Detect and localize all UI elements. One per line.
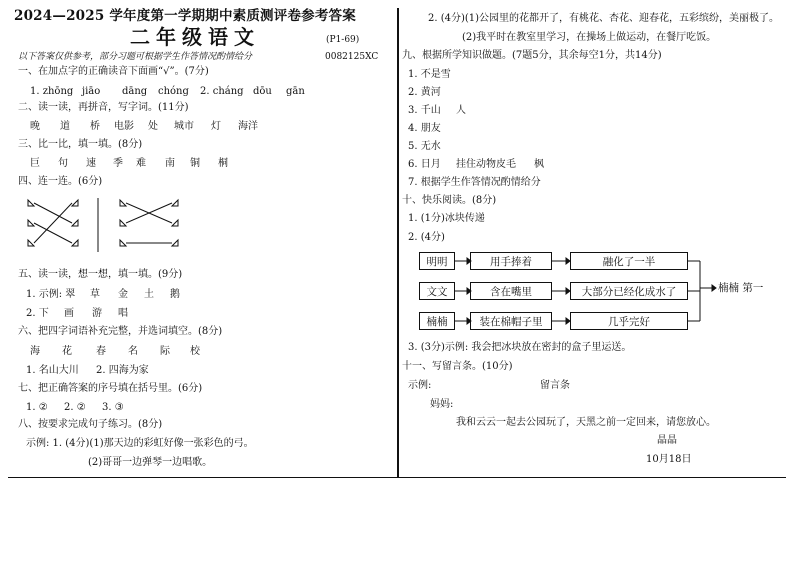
q11-sign: 晶晶 — [657, 435, 677, 446]
q2-answer-8: 海洋 — [238, 121, 258, 132]
q7-answer-3: 3. ③ — [102, 402, 124, 413]
q3-answer-4: 季 — [113, 158, 123, 169]
q2-answer-7: 灯 — [211, 121, 221, 132]
q7-answer-2: 2. ② — [64, 402, 86, 413]
q1-answer-1: 1. zhōng — [30, 86, 74, 97]
q3-answer-1: 巨 — [30, 158, 40, 169]
q1-answer-6: dōu — [253, 86, 272, 97]
q11-greeting: 妈妈: — [430, 399, 454, 410]
answer-note: 以下答案仅供参考，部分习题可根据学生作答情况酌情给分 — [18, 52, 253, 62]
diagram-result-3: 几乎完好 — [570, 312, 688, 330]
column-divider — [397, 8, 399, 478]
q6-answer-4: 名 — [128, 346, 138, 357]
q5-line2-1: 2. 下 — [26, 308, 49, 319]
diagram-name-1: 明明 — [419, 252, 455, 270]
bottom-rule — [8, 477, 786, 478]
q7-answer-1: 1. ② — [26, 402, 48, 413]
q9-item-4: 4. 朋友 — [408, 123, 441, 134]
q1-answer-5: 2. cháng — [200, 86, 244, 97]
q11-body: 我和云云一起去公园玩了，天黑之前一定回来，请您放心。 — [456, 417, 716, 428]
q3-answer-3: 速 — [86, 158, 96, 169]
q5-line1-5: 鹅 — [170, 289, 180, 300]
q6-answer-1: 海 — [30, 346, 40, 357]
q5-line2-2: 画 — [64, 308, 74, 319]
q11-example: 示例: — [408, 380, 432, 391]
sheet-title: 2024—2025 学年度第一学期期中素质测评卷参考答案 — [14, 8, 356, 24]
q1-title: 一、在加点字的正确读音下面画“√”。(7分) — [18, 66, 209, 77]
q6-line2-2: 2. 四海为家 — [96, 365, 149, 376]
diagram-name-2: 文文 — [419, 282, 455, 300]
q4-title: 四、连一连。(6分) — [18, 176, 103, 187]
q9-title: 九、根据所学知识做题。(7题5分，其余每空1分，共14分) — [402, 50, 662, 61]
q6-answer-2: 花 — [62, 346, 72, 357]
q10-2: 2. (4分) — [408, 232, 445, 243]
diagram-name-3: 楠楠 — [419, 312, 455, 330]
q9-item-3a: 3. 千山 — [408, 105, 441, 116]
q8-line2: (2)哥哥一边弹琴一边唱歌。 — [88, 457, 213, 468]
diagram-result-2: 大部分已经化成水了 — [570, 282, 688, 300]
q11-title: 十一、写留言条。(10分) — [402, 361, 513, 372]
q9-item-6b: 挂住动物皮毛 — [456, 159, 516, 170]
q9-item-5: 5. 无水 — [408, 141, 441, 152]
q8-title: 八、按要求完成句子练习。(8分) — [18, 419, 163, 430]
subject-title: 二年级语文 — [130, 25, 260, 49]
q8-line1: 示例: 1. (4分)(1)那天边的彩虹好像一张彩色的弓。 — [26, 438, 254, 449]
q2-title: 二、读一读，再拼音，写字词。(11分) — [18, 102, 189, 113]
q1-answer-2: jiāo — [82, 86, 101, 97]
q6-line2-1: 1. 名山大川 — [26, 365, 79, 376]
q5-line2-3: 游 — [92, 308, 102, 319]
q9-item-7: 7. 根据学生作答情况酌情给分 — [408, 177, 541, 188]
q5-line1-2: 草 — [90, 289, 100, 300]
q4-matching-diagram — [20, 192, 220, 264]
q1-answer-3: dāng — [122, 86, 148, 97]
q1-answer-4: chóng — [158, 86, 189, 97]
r-q8-2-line2: (2)我平时在教室里学习，在操场上做运动，在餐厅吃饭。 — [462, 32, 717, 43]
q9-item-2: 2. 黄河 — [408, 87, 441, 98]
q2-answer-3: 桥 — [90, 121, 100, 132]
q3-title: 三、比一比，填一填。(8分) — [18, 139, 143, 150]
q9-item-1: 1. 不是雪 — [408, 69, 451, 80]
paper-code: 0082125XC — [325, 52, 379, 62]
q3-answer-5: 难 — [136, 158, 146, 169]
q9-item-6c: 枫 — [534, 159, 544, 170]
q11-date: 10月18日 — [646, 454, 692, 465]
q1-answer-7: gān — [286, 86, 305, 97]
page-code: (P1-69) — [326, 35, 360, 45]
q2-answer-5: 处 — [148, 121, 158, 132]
q10-1: 1. (1分)冰块传递 — [408, 213, 485, 224]
q2-answer-6: 城市 — [174, 121, 194, 132]
q11-heading: 留言条 — [540, 380, 570, 391]
diagram-method-2: 含在嘴里 — [470, 282, 552, 300]
q3-answer-6: 南 — [165, 158, 175, 169]
q5-line2-4: 唱 — [118, 308, 128, 319]
diagram-method-3: 装在棉帽子里 — [470, 312, 552, 330]
q5-line1-1: 1. 示例: 翠 — [26, 289, 76, 300]
diagram-result-1: 融化了一半 — [570, 252, 688, 270]
q2-answer-1: 晚 — [30, 121, 40, 132]
q10-3: 3. (3分)示例: 我会把冰块放在密封的盒子里运送。 — [408, 342, 632, 353]
q2-answer-4: 电影 — [114, 121, 134, 132]
q3-answer-7: 铜 — [190, 158, 200, 169]
diagram-method-1: 用手捧着 — [470, 252, 552, 270]
q6-answer-6: 校 — [190, 346, 200, 357]
q5-line1-3: 金 — [118, 289, 128, 300]
q9-item-3b: 人 — [456, 105, 466, 116]
q10-title: 十、快乐阅读。(8分) — [402, 195, 497, 206]
q3-answer-2: 句 — [58, 158, 68, 169]
r-q8-2-line1: 2. (4分)(1)公园里的花都开了，有桃花、杏花、迎春花，五彩缤纷，美丽极了。 — [428, 13, 780, 24]
q6-title: 六、把四字词语补充完整，并选词填空。(8分) — [18, 326, 223, 337]
q3-answer-8: 桐 — [218, 158, 228, 169]
q6-answer-3: 春 — [96, 346, 106, 357]
q7-title: 七、把正确答案的序号填在括号里。(6分) — [18, 383, 203, 394]
q2-answer-2: 道 — [60, 121, 70, 132]
q6-answer-5: 际 — [160, 346, 170, 357]
q5-title: 五、读一读，想一想，填一填。(9分) — [18, 269, 183, 280]
q9-item-6a: 6. 日月 — [408, 159, 441, 170]
diagram-winner: 楠楠 第一 — [718, 282, 764, 294]
q4-right-triangles — [120, 200, 178, 246]
q5-line1-4: 土 — [144, 289, 154, 300]
